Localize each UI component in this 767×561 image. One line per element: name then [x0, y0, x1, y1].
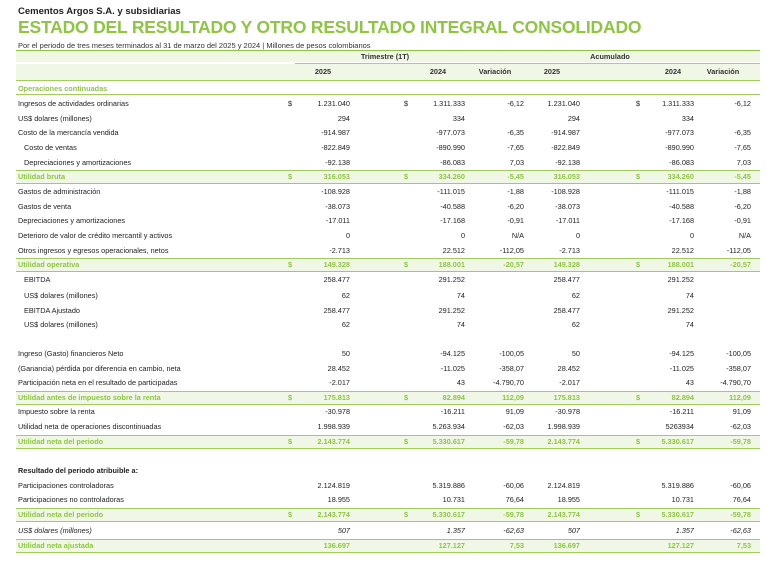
cell-value: -59,78	[730, 510, 751, 519]
cell-value: 0	[575, 231, 580, 240]
cell-value: 7,53	[736, 541, 751, 550]
cell-value: -6,35	[734, 128, 751, 137]
cell-value: -62,03	[503, 422, 524, 431]
cell-value: -2.017	[559, 378, 580, 387]
cell-value: 112,09	[502, 393, 524, 402]
cell-value: -59,78	[503, 510, 524, 519]
cell-value: 62	[571, 320, 580, 329]
row-label: US$ dolares (millones)	[18, 114, 92, 123]
cell-value: -6,12	[734, 99, 751, 108]
cell-value: -62,63	[503, 526, 524, 535]
cell-value: 5.263.934	[432, 422, 465, 431]
cell-value: 334	[681, 114, 694, 123]
cell-value: 175.813	[553, 393, 580, 402]
cell-value: -16.211	[440, 407, 465, 416]
cell-value: -2.017	[329, 378, 350, 387]
row-label: Utilidad neta de operaciones discontinuadas	[18, 422, 162, 431]
row-label: US$ dolares (millones)	[24, 291, 98, 300]
cell-value: 175.813	[323, 393, 350, 402]
cell-value: 127.127	[438, 541, 465, 550]
cell-value: -890.990	[665, 143, 694, 152]
row-label: Operaciones continuadas	[18, 84, 108, 93]
row-label: EBITDA Ajustado	[24, 306, 80, 315]
row-label: Utilidad neta del periodo	[18, 510, 104, 519]
cell-value: -0,91	[734, 216, 751, 225]
cell-value: -7,65	[734, 143, 751, 152]
page-title: ESTADO DEL RESULTADO Y OTRO RESULTADO INTEGRAL CONSOLIDADO	[18, 17, 642, 37]
cell-value: 1.357	[446, 526, 465, 535]
cell-value: 18.955	[557, 495, 580, 504]
cell-value: 258.477	[323, 275, 350, 284]
row-label: Gastos de administración	[18, 187, 101, 196]
cell-value: 149.328	[323, 260, 350, 269]
currency-symbol: $	[404, 172, 409, 181]
cell-value: 5.330.617	[661, 437, 694, 446]
cell-value: -1,88	[507, 187, 524, 196]
cell-value: 1.231.040	[547, 99, 580, 108]
row-label: Ingresos de actividades ordinarias	[18, 99, 129, 108]
cell-value: 2.143.774	[547, 437, 580, 446]
cell-value: 136.697	[323, 541, 350, 550]
row-label: Resultado del periodo atribuible a:	[18, 466, 139, 475]
cell-value: 91,09	[732, 407, 751, 416]
cell-value: 258.477	[553, 275, 580, 284]
cell-value: -38.073	[555, 202, 580, 211]
cell-value: 291.252	[667, 275, 694, 284]
cell-value: 2.143.774	[547, 510, 580, 519]
cell-value: 7,53	[509, 541, 524, 550]
cell-value: -4.790,70	[720, 378, 751, 387]
currency-symbol: $	[288, 99, 293, 108]
cell-value: 316.053	[323, 172, 350, 181]
cell-value: -40.588	[440, 202, 465, 211]
currency-symbol: $	[288, 260, 293, 269]
cell-value: 43	[456, 378, 465, 387]
cell-value: -60,06	[730, 481, 751, 490]
section-rule	[16, 94, 760, 95]
cell-value: 294	[337, 114, 350, 123]
row-label: Participación neta en el resultado de participadas	[18, 378, 178, 387]
currency-symbol: $	[404, 260, 409, 269]
cell-value: 2.124.819	[317, 481, 350, 490]
cell-value: -108.928	[551, 187, 580, 196]
header-bottom-rule	[16, 80, 760, 81]
row-label: Depreciaciones y amortizaciones	[18, 216, 126, 225]
row-label: Utilidad neta del periodo	[18, 437, 104, 446]
page-subtitle: Por el periodo de tres meses terminados al 31 de marzo del 2025 y 2024 | Millones de pesos colombianos	[18, 41, 371, 50]
col-2025-acum: 2025	[543, 67, 561, 76]
cell-value: -4.790,70	[493, 378, 524, 387]
cell-value: 258.477	[553, 306, 580, 315]
cell-value: -86.083	[440, 158, 465, 167]
cell-value: 10.731	[442, 495, 465, 504]
cell-value: -5,45	[507, 172, 524, 181]
cell-value: 334.260	[667, 172, 694, 181]
cell-value: -92.138	[555, 158, 580, 167]
cell-value: 149.328	[553, 260, 580, 269]
cell-value: 507	[567, 526, 580, 535]
row-label: Depreciaciones y amortizaciones	[24, 158, 132, 167]
cell-value: 291.252	[438, 275, 465, 284]
cell-value: 0	[345, 231, 350, 240]
cell-value: -30.978	[555, 407, 580, 416]
cell-value: -914.987	[321, 128, 350, 137]
cell-value: 188.001	[438, 260, 465, 269]
cell-value: 188.001	[667, 260, 694, 269]
cell-value: 2.124.819	[547, 481, 580, 490]
cell-value: 74	[456, 320, 465, 329]
cell-value: -11.025	[440, 364, 465, 373]
cell-value: -38.073	[325, 202, 350, 211]
cell-value: -17.011	[555, 216, 580, 225]
cell-value: -62,03	[730, 422, 751, 431]
row-label: Utilidad neta ajustada	[18, 541, 94, 550]
cell-value: -100,05	[499, 349, 524, 358]
cell-value: N/A	[738, 231, 751, 240]
col-variacion: Variación	[478, 67, 512, 76]
cell-value: 334	[452, 114, 465, 123]
cell-value: -2.713	[559, 246, 580, 255]
cell-value: -17.168	[440, 216, 465, 225]
currency-symbol: $	[404, 393, 409, 402]
col-2024-acum: 2024	[664, 67, 682, 76]
cell-value: 50	[341, 349, 350, 358]
cell-value: 7,03	[509, 158, 524, 167]
row-label: Utilidad operativa	[18, 260, 80, 269]
cell-value: 5.319.886	[432, 481, 465, 490]
cell-value: -59,78	[503, 437, 524, 446]
cell-value: 1.357	[675, 526, 694, 535]
row-label: US$ dolares (millones)	[24, 320, 98, 329]
cell-value: -6,35	[507, 128, 524, 137]
cell-value: -60,06	[503, 481, 524, 490]
cell-value: -59,78	[730, 437, 751, 446]
cell-value: 0	[460, 231, 465, 240]
cell-value: 507	[337, 526, 350, 535]
cell-value: 291.252	[438, 306, 465, 315]
cell-value: -0,91	[507, 216, 524, 225]
cell-value: -358,07	[726, 364, 751, 373]
cell-value: -822.849	[321, 143, 350, 152]
cell-value: -112,05	[726, 246, 751, 255]
cell-value: -6,20	[507, 202, 524, 211]
cell-value: 74	[456, 291, 465, 300]
cell-value: -112,05	[499, 246, 524, 255]
cell-value: -358,07	[499, 364, 524, 373]
total-rule-bottom	[16, 271, 760, 272]
cell-value: 2.143.774	[317, 510, 350, 519]
cell-value: 62	[341, 320, 350, 329]
cell-value: 5.330.617	[432, 510, 465, 519]
cell-value: 136.697	[553, 541, 580, 550]
cell-value: -108.928	[321, 187, 350, 196]
currency-symbol: $	[288, 172, 293, 181]
cell-value: -6,20	[734, 202, 751, 211]
cell-value: 1.998.939	[317, 422, 350, 431]
cell-value: 43	[685, 378, 694, 387]
cell-value: -111.015	[666, 187, 694, 196]
total-rule-bottom	[16, 448, 760, 449]
cell-value: 0	[689, 231, 694, 240]
row-label: Costo de ventas	[24, 143, 77, 152]
row-label: Participaciones controladoras	[18, 481, 114, 490]
col-variacion-acum: Variación	[706, 67, 740, 76]
cell-value: 291.252	[667, 306, 694, 315]
cell-value: -40.588	[669, 202, 694, 211]
cell-value: -5,45	[734, 172, 751, 181]
cell-value: -17.011	[325, 216, 350, 225]
cell-value: 5.319.886	[661, 481, 694, 490]
total-rule-bottom	[16, 404, 760, 405]
cell-value: -890.990	[436, 143, 465, 152]
currency-symbol: $	[404, 437, 409, 446]
cell-value: -6,12	[507, 99, 524, 108]
currency-symbol: $	[636, 393, 641, 402]
cell-value: -977.073	[436, 128, 465, 137]
cell-value: 5263934	[665, 422, 694, 431]
cell-value: -94.125	[440, 349, 465, 358]
cell-value: 316.053	[553, 172, 580, 181]
cell-value: 22.512	[442, 246, 465, 255]
currency-symbol: $	[636, 172, 641, 181]
cell-value: -822.849	[551, 143, 580, 152]
cell-value: 18.955	[327, 495, 350, 504]
row-label: Otros ingresos y egresos operacionales, netos	[18, 246, 169, 255]
cell-value: 258.477	[323, 306, 350, 315]
cell-value: 1.311.333	[433, 99, 465, 108]
cell-value: -100,05	[726, 349, 751, 358]
cell-value: 74	[685, 291, 694, 300]
row-label: Participaciones no controladoras	[18, 495, 124, 504]
group-header-acumulado: Acumulado	[590, 52, 630, 61]
cell-value: 2.143.774	[317, 437, 350, 446]
row-label: Utilidad antes de impuesto sobre la renta	[18, 393, 161, 402]
total-rule-bottom	[16, 521, 760, 522]
cell-value: 5.330.617	[661, 510, 694, 519]
cell-value: 76,64	[732, 495, 751, 504]
row-label: Costo de la mercancía vendida	[18, 128, 119, 137]
cell-value: 22.512	[671, 246, 694, 255]
cell-value: -20,57	[503, 260, 524, 269]
row-label: Gastos de venta	[18, 202, 72, 211]
cell-value: -11.025	[669, 364, 694, 373]
cell-value: 62	[341, 291, 350, 300]
cell-value: 127.127	[667, 541, 694, 550]
cell-value: 82.894	[442, 393, 465, 402]
currency-symbol: $	[288, 437, 293, 446]
row-label: Utilidad bruta	[18, 172, 66, 181]
cell-value: 76,64	[505, 495, 524, 504]
cell-value: -30.978	[325, 407, 350, 416]
col-2024: 2024	[429, 67, 447, 76]
currency-symbol: $	[636, 99, 641, 108]
cell-value: -7,65	[507, 143, 524, 152]
cell-value: -94.125	[669, 349, 694, 358]
row-label: US$ dolares (millones)	[18, 526, 92, 535]
cell-value: 28.452	[327, 364, 350, 373]
cell-value: 334.260	[438, 172, 465, 181]
currency-symbol: $	[288, 393, 293, 402]
cell-value: -2.713	[329, 246, 350, 255]
cell-value: 294	[567, 114, 580, 123]
row-label: (Ganancia) pérdida por diferencia en cambio, neta	[18, 364, 181, 373]
cell-value: -92.138	[325, 158, 350, 167]
company-name: Cementos Argos S.A. y subsidiarias	[18, 6, 181, 17]
cell-value: 28.452	[557, 364, 580, 373]
currency-symbol: $	[636, 510, 641, 519]
cell-value: -977.073	[665, 128, 694, 137]
cell-value: 1.231.040	[317, 99, 350, 108]
cell-value: 10.731	[671, 495, 694, 504]
cell-value: 1.998.939	[547, 422, 580, 431]
cell-value: 1.311.333	[662, 99, 694, 108]
row-label: EBITDA	[24, 275, 51, 284]
currency-symbol: $	[404, 510, 409, 519]
currency-symbol: $	[404, 99, 409, 108]
cell-value: -914.987	[551, 128, 580, 137]
currency-symbol: $	[636, 260, 641, 269]
cell-value: 50	[571, 349, 580, 358]
currency-symbol: $	[288, 510, 293, 519]
cell-value: 91,09	[505, 407, 524, 416]
currency-symbol: $	[636, 437, 641, 446]
cell-value: -16.211	[669, 407, 694, 416]
row-label: Impuesto sobre la renta	[18, 407, 95, 416]
row-label: Ingreso (Gasto) financieros Neto	[18, 349, 124, 358]
cell-value: 62	[571, 291, 580, 300]
cell-value: 5.330.617	[432, 437, 465, 446]
cell-value: -17.168	[669, 216, 694, 225]
cell-value: 82.894	[671, 393, 694, 402]
cell-value: 7,03	[736, 158, 751, 167]
cell-value: -86.083	[669, 158, 694, 167]
total-rule-bottom	[16, 183, 760, 184]
cell-value: 112,09	[729, 393, 751, 402]
cell-value: N/A	[511, 231, 524, 240]
total-rule-bottom	[16, 552, 760, 553]
cell-value: -111.015	[437, 187, 465, 196]
group-header-trimestre: Trimestre (1T)	[360, 52, 410, 61]
cell-value: -62,63	[730, 526, 751, 535]
cell-value: -1,88	[734, 187, 751, 196]
year-header-band	[16, 64, 760, 80]
col-2025: 2025	[314, 67, 332, 76]
row-label: Deterioro de valor de crédito mercantil y activos	[18, 231, 173, 240]
cell-value: -20,57	[730, 260, 751, 269]
cell-value: 74	[685, 320, 694, 329]
